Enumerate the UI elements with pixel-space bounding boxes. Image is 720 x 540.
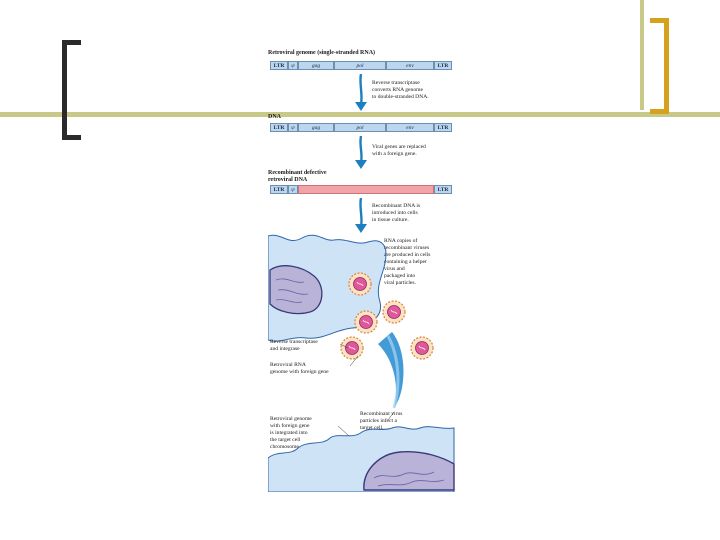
rna-ltr-left: LTR	[270, 61, 288, 70]
step3-text: Recombinant DNA is introduced into cells in tissue culture.	[372, 203, 421, 223]
virus-particle-5	[411, 337, 433, 359]
virus-particle-4	[341, 337, 363, 359]
decorative-vertical-line	[640, 0, 644, 110]
rec-ltr-left: LTR	[270, 185, 288, 194]
arrow-down-1	[354, 74, 368, 112]
dna-title: DNA	[268, 114, 281, 120]
rna-ltr-right: LTR	[434, 61, 452, 70]
dna-bar	[270, 123, 452, 132]
foreign-gene-segment	[298, 185, 434, 194]
dna-pol: pol	[334, 123, 386, 132]
rec-psi: ψ	[288, 185, 298, 194]
dna-ltr-right: LTR	[434, 123, 452, 132]
arrow-down-3	[354, 198, 368, 234]
left-bracket	[62, 40, 81, 140]
step1-text: Reverse transcriptase converts RNA genome to double-stranded DNA.	[372, 80, 429, 100]
rna-psi: ψ	[288, 61, 298, 70]
rna-genome-title: Retroviral genome (single-stranded RNA)	[268, 50, 376, 56]
recombinant-title: Recombinant defective retroviral DNA	[268, 170, 327, 183]
step2-text: Viral genes are replaced with a foreign gene.	[372, 144, 426, 157]
rna-env: env	[386, 61, 434, 70]
virus-particle-3	[383, 301, 405, 323]
rna-pol: pol	[334, 61, 386, 70]
rna-genome-bar	[270, 61, 452, 70]
integrated-genome-label: Retroviral genome with foreign gene is integrated into the target cell chromosome	[270, 416, 312, 450]
recombinant-particles-label: Recombinant virus particles infect a target cell.	[360, 411, 403, 431]
step4-text: RNA copies of recombinant viruses are produced in cells containing a helper virus and packaged into viral particles.	[384, 238, 431, 286]
dna-gag: gag	[298, 123, 334, 132]
arrow-down-2	[354, 136, 368, 170]
reverse-transcriptase-label: Reverse transcriptase and integrase	[270, 339, 318, 352]
dna-ltr-left: LTR	[270, 123, 288, 132]
dna-psi: ψ	[288, 123, 298, 132]
virus-particle-1	[349, 273, 371, 295]
rec-ltr-right: LTR	[434, 185, 452, 194]
dna-env: env	[386, 123, 434, 132]
recombinant-bar	[270, 185, 452, 194]
right-bracket	[650, 18, 669, 114]
retroviral-rna-label: Retroviral RNA genome with foreign gene	[270, 362, 329, 375]
rna-gag: gag	[298, 61, 334, 70]
virus-particle-2	[355, 311, 377, 333]
retroviral-vector-figure	[268, 50, 456, 492]
